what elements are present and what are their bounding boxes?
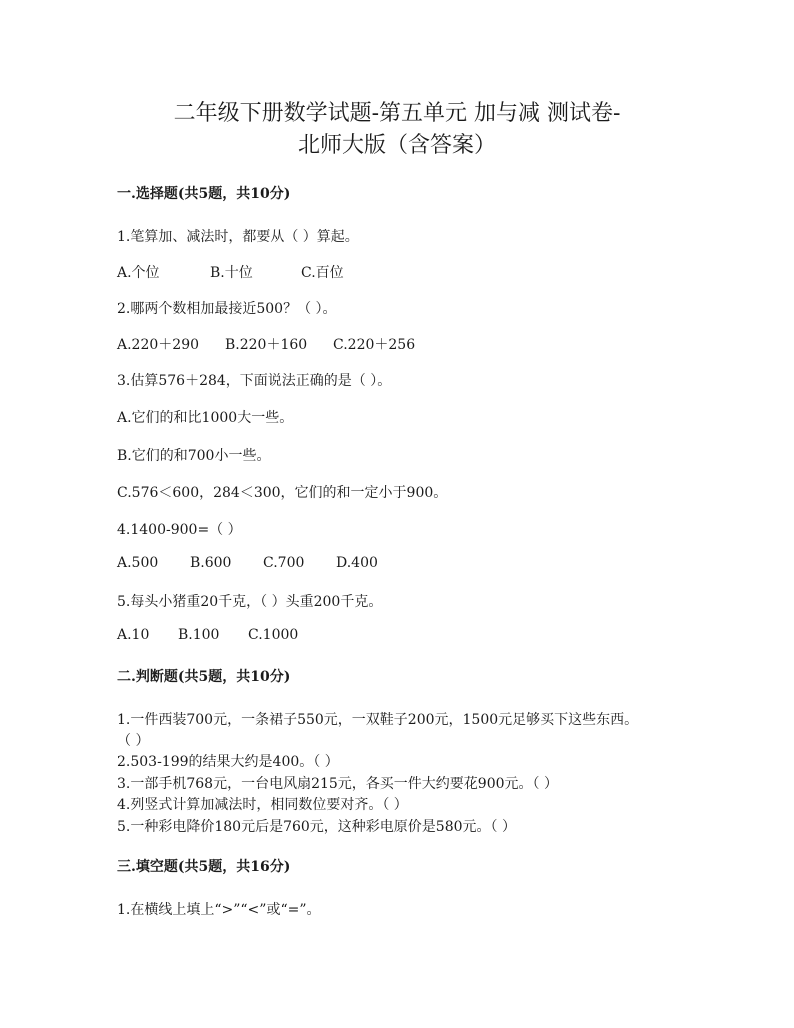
question-2-option-b: B.220＋160 (225, 337, 308, 353)
question-3-option-a: A.它们的和比1000大一些。 (117, 410, 294, 426)
question-4: 4.1400-900=（ ） (117, 522, 242, 538)
section-heading-judge: 二.判断题(共5题，共10分) (117, 669, 291, 685)
judge-item-1: 1.一件西装700元，一条裙子550元，一双鞋子200元，1500元足够买下这些东西。 (117, 712, 639, 728)
judge-item-5: 5.一种彩电降价180元后是760元，这种彩电原价是580元。（ ） (117, 819, 516, 835)
question-5-option-a: A.10 (117, 627, 150, 643)
section-heading-fill: 三.填空题(共5题，共16分) (117, 859, 291, 875)
question-5-option-b: B.100 (178, 627, 220, 643)
section-heading-choice: 一.选择题(共5题，共10分) (117, 186, 291, 202)
question-2-option-c: C.220＋256 (333, 337, 416, 353)
fill-question-1: 1.在横线上填上“>”“<”或“=”。 (117, 902, 321, 918)
question-5-option-c: C.1000 (248, 627, 299, 643)
question-4-option-a: A.500 (117, 555, 159, 571)
question-4-option-d: D.400 (336, 555, 378, 571)
page-title-line2: 北师大版（含答案） (297, 133, 496, 158)
question-3-option-b: B.它们的和700小一些。 (117, 448, 271, 464)
judge-item-1-blank: （ ） (117, 733, 150, 749)
question-2-option-a: A.220＋290 (117, 337, 200, 353)
question-1-option-c: C.百位 (301, 265, 344, 281)
question-1: 1.笔算加、减法时，都要从（ ）算起。 (117, 229, 359, 245)
question-1-option-b: B.十位 (210, 265, 253, 281)
question-3: 3.估算576＋284，下面说法正确的是（ ）。 (117, 373, 392, 389)
question-1-option-a: A.个位 (117, 265, 160, 281)
judge-item-2: 2.503-199的结果大约是400。（ ） (117, 754, 339, 770)
question-5: 5.每头小猪重20千克，（ ）头重200千克。 (117, 594, 383, 610)
question-4-option-c: C.700 (263, 555, 305, 571)
question-3-option-c: C.576＜600，284＜300，它们的和一定小于900。 (117, 485, 448, 501)
judge-item-3: 3.一部手机768元，一台电风扇215元，各买一件大约要花900元。（ ） (117, 776, 558, 792)
question-4-option-b: B.600 (190, 555, 232, 571)
page-title-line1: 二年级下册数学试题-第五单元 加与减 测试卷- (173, 101, 621, 126)
judge-item-4: 4.列竖式计算加减法时，相同数位要对齐。（ ） (117, 797, 408, 813)
question-2: 2.哪两个数相加最接近500？（ ）。 (117, 301, 337, 317)
